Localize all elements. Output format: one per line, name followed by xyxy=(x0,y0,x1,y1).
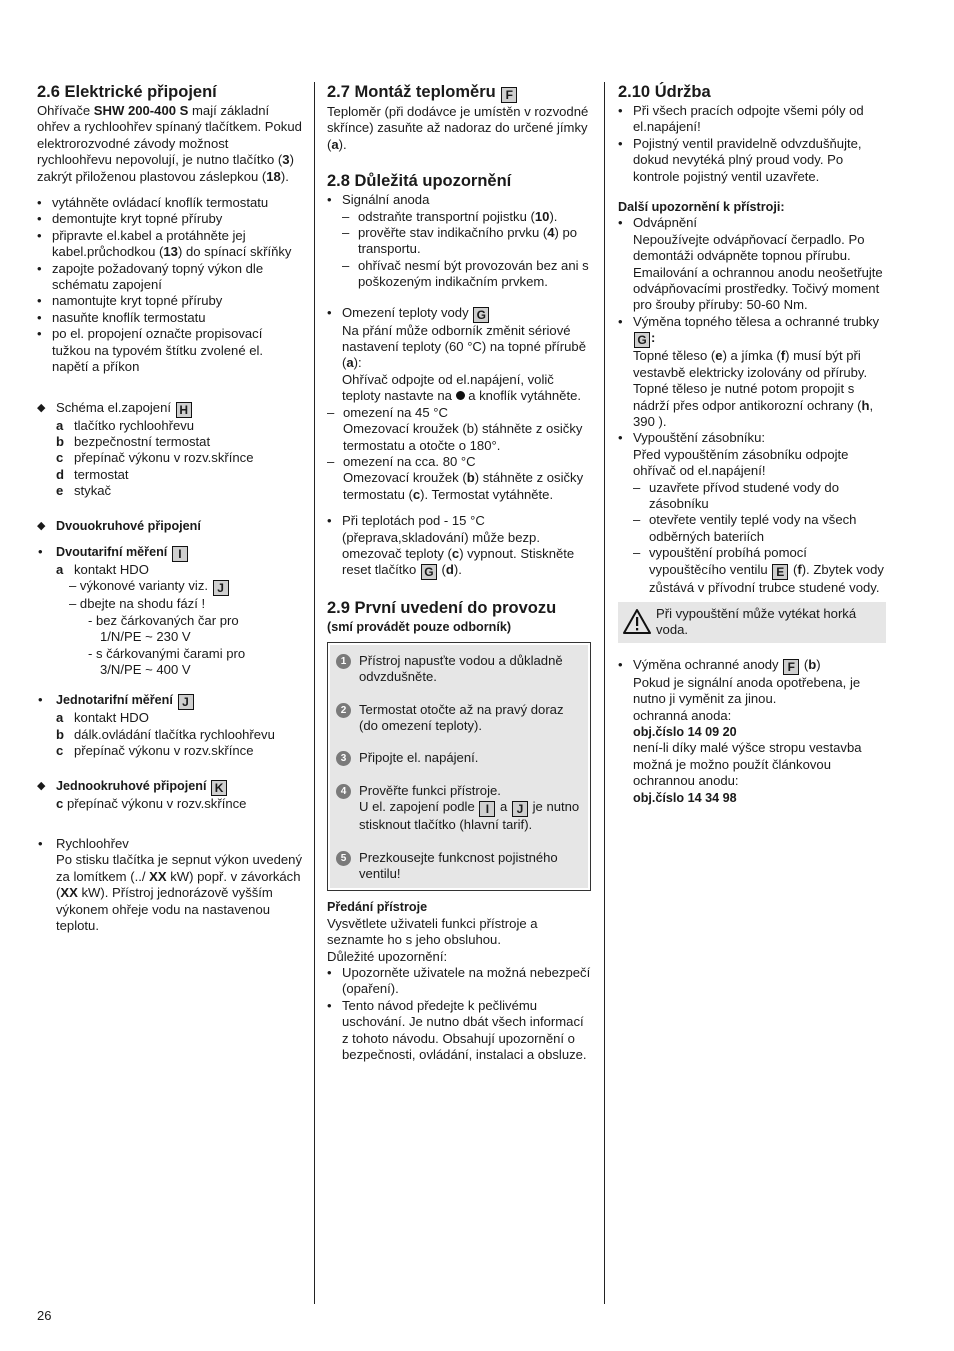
handover-title: Předání přístroje xyxy=(327,900,428,915)
list-item: • Při všech pracích odpojte všemi póly od el.napájení! xyxy=(618,103,886,136)
page-number: 26 xyxy=(37,1308,52,1323)
dvoutarifni-section xyxy=(37,544,303,678)
order-number: obj.číslo 14 34 98 xyxy=(633,790,737,805)
intro-text: Ohřívače SHW 200-400 S mají základní ohřev a rychloohřev spínaný tlačítkem. Pokud elektrorozvodné závody možnost rychloohřevu nepovolují, je nutno tlačítko (3) zakrýt přiloženou plastovou záslepkou (18). xyxy=(37,103,302,184)
column-divider-1 xyxy=(314,82,315,1304)
step-item: 3 Připojte el. napájení. xyxy=(336,750,582,766)
thermometer-text: Teploměr (při dodávce je umístěn v rozvodné skřínce) zasuňte až nadoraz do určené jímky (a). xyxy=(327,104,589,152)
sub-note: 1/N/PE ~ 230 V xyxy=(100,629,191,645)
hot-water-warning xyxy=(618,602,886,643)
column-3 xyxy=(618,82,886,806)
limit-options-list xyxy=(327,405,591,503)
list-item: • zapojte požadovaný topný výkon dle schématu zapojení xyxy=(37,261,303,294)
section-subtitle: (smí provádět pouze odborník) xyxy=(327,620,512,635)
step-item: 4 Prověřte funkci přístroje. U el. zapojení podle I a J je nutno stisknout tlačítko (hlavní tarif). xyxy=(336,783,582,834)
list-item: • namontujte kryt topné příruby xyxy=(37,293,303,309)
figure-ref-i: I xyxy=(479,801,495,817)
schema-label: Schéma el.zapojení xyxy=(56,399,172,415)
step-item: 2 Termostat otočte až na pravý doraz (do omezení teploty). xyxy=(336,702,582,735)
anode-list xyxy=(618,657,886,806)
section-title-2-8: 2.8 Důležitá upozornění xyxy=(327,172,512,191)
list-item: – omezení na 45 °C Omezovací kroužek (b) stáhněte z osičky termostatu a otočte o 180°. xyxy=(327,405,591,454)
sub-note: – dbejte na shodu fází ! xyxy=(69,596,206,612)
maintenance-list xyxy=(618,103,886,185)
figure-ref-g: G xyxy=(421,564,437,580)
temp-limit-list xyxy=(327,305,591,405)
handover-list xyxy=(327,965,591,1063)
sub-note: 3/N/PE ~ 400 V xyxy=(100,661,191,677)
list-item: • Výměna topného tělesa a ochranné trubky G : Topné těleso (e) a jímka (f) musí být při vestavbě elektricky izolovány od příruby. Topné těleso je nutné potom propojit s nádrží přes odpor antikorozní ochrany (h, 390 ). xyxy=(618,314,886,430)
list-item: • Pojistný ventil pravidelně odvzdušňujte, dokud nevytéká plný proud vody. Po kontrole pojistný ventil uzavřete. xyxy=(618,136,886,185)
sub-note: - s čárkovanými čarami pro xyxy=(88,645,246,661)
list-item: • připravte el.kabel a protáhněte jej kabel.průchodkou (13) do spínací skříňky xyxy=(37,228,303,261)
list-item: – vypouštění probíhá pomocí vypouštěcího ventilu E (f). Zbytek vody zůstává v přívodní trubce studené vody. xyxy=(633,545,886,596)
legend-row: b bezpečnostní termostat xyxy=(56,433,211,449)
figure-ref-g: G xyxy=(634,332,650,348)
legend-row: d termostat xyxy=(56,466,129,482)
further-notes-title: Další upozornění k přístroji: xyxy=(618,200,785,215)
figure-ref-j: J xyxy=(213,580,229,596)
column-divider-2 xyxy=(604,82,605,1304)
jednookruhove-label: Jednookruhové připojení xyxy=(56,778,207,793)
list-item: • Odvápnění Nepoužívejte odvápňovací čerpadlo. Po demontáži odvápněte topnou přírubu. Emailování a ochrannou anodu neošetřujte odvápňovacími prostředky. Točivý moment pro šrouby příruby: 50-60 Nm. xyxy=(618,215,886,313)
jednotarifni-label: Jednotarifní měření xyxy=(56,693,173,708)
list-item: • Vypouštění zásobníku: Před vypouštěním zásobníku odpojte ohřívač od el.napájení! – uzavřete přívod studené vody do zásobníku – otevřete ventily teplé vody na všech odběrných bateriích – vypouštění probíhá pomocí vypouštěcího ventilu E (f). Zbytek vody zůstává v přívodní trubce studené vody. xyxy=(618,430,886,596)
list-item: • vytáhněte ovládací knoflík termostatu xyxy=(37,195,303,211)
figure-ref-j: J xyxy=(178,694,194,710)
list-item: • demontujte kryt topné příruby xyxy=(37,211,303,227)
warnings-list xyxy=(327,192,591,290)
list-item: – otevřete ventily teplé vody na všech odběrných bateriích xyxy=(633,512,886,545)
list-item: – prověřte stav indikačního prvku (4) po transportu. xyxy=(342,225,591,258)
rychloohrev-section xyxy=(37,836,303,934)
dvouokruhove-heading: ◆ Dvouokruhové připojení xyxy=(37,518,303,534)
schema-section xyxy=(37,400,303,500)
list-item: • po el. propojení označte propisovací tužkou na typovém štítku zvolené el. napětí a příkon xyxy=(37,326,303,375)
legend-row: e stykač xyxy=(56,483,112,499)
first-start-steps-box xyxy=(327,642,591,892)
list-item: • Upozorněte uživatele na možná nebezpečí (opaření). xyxy=(327,965,591,998)
figure-ref-e: E xyxy=(772,564,788,580)
figure-ref-j: J xyxy=(512,801,528,817)
legend-row: c přepínač výkonu v rozv.skřínce xyxy=(56,450,254,466)
column-1 xyxy=(37,82,303,934)
step-item: 5 Prezkousejte funkcnost pojistného ventilu! xyxy=(336,850,582,883)
list-item: • Při teplotách pod - 15 °C (přeprava,skladování) může bezp. omezovač teploty (c) vypnout. Stiskněte reset tlačítko G (d). xyxy=(327,513,591,580)
order-number: obj.číslo 14 09 20 xyxy=(633,725,737,739)
column-2 xyxy=(327,82,591,1063)
rychloohrev-label: • Rychloohřev xyxy=(56,836,129,851)
install-steps-list xyxy=(37,195,303,375)
list-item: • Tento návod předejte k pečlivému uschování. Je nutno dbát všech informací z tohoto návodu. Obsahují upozornění o bezpečnosti, ovládání, instalaci a obsluze. xyxy=(327,998,591,1064)
figure-ref-f: F xyxy=(783,659,799,675)
further-notes-list xyxy=(618,215,886,596)
dvoutarifni-label: Dvoutarifní měření xyxy=(56,544,168,559)
legend-row: a tlačítko rychloohřevu xyxy=(56,417,195,433)
jednotarifni-section xyxy=(37,692,303,759)
sub-note: – výkonové varianty viz. J xyxy=(56,578,303,596)
warning-triangle-icon xyxy=(622,608,652,635)
figure-ref-i: I xyxy=(172,546,188,562)
handover-text: Vysvětlete uživateli funkci přístroje a seznamte ho s jeho obsluhou. xyxy=(327,915,538,948)
step-item: 1 Přístroj napusťte vodou a důkladně odvzdušněte. xyxy=(336,653,582,686)
dot-symbol-icon xyxy=(456,391,465,400)
list-item: – omezení na cca. 80 °C Omezovací kroužek (b) stáhněte z osičky termostatu (c). Termostat vytáhněte. xyxy=(327,454,591,503)
list-item: – ohřívač nesmí být provozován bez ani s poškozeným indikačním prvkem. xyxy=(342,258,591,291)
list-item: – uzavřete přívod studené vody do zásobníku xyxy=(633,480,886,513)
figure-ref-g: G xyxy=(473,307,489,323)
list-item: • Omezení teploty vody G Na přání může odborník změnit sériové nastavení teploty (60 °C) na topné přírubě (a): Ohřívač odpojte od el.napájení, volič teploty nastavte na a knoflík vytáhněte. xyxy=(327,305,591,405)
important-label: Důležité upozornění: xyxy=(327,948,448,964)
figure-ref-k: K xyxy=(211,780,227,796)
sub-note: - bez čárkovaných čar pro xyxy=(88,612,239,628)
section-title-2-9: 2.9 První uvedení do provozu xyxy=(327,599,557,618)
rychloohrev-text: Po stisku tlačítka je sepnut výkon uvedený za lomítkem (../ XX kW) popř. v závorkách (XX kW). Přístroj jednorázově vyšším výkonem ohřeje vodu na nastavenou teplotu. xyxy=(56,852,303,934)
section-title-2-7: 2.7 Montáž teploměru F xyxy=(327,82,591,103)
legend-row: a kontakt HDO xyxy=(56,561,149,577)
list-item: • nasuňte knoflík termostatu xyxy=(37,310,303,326)
section-title-2-6: 2.6 Elektrické připojení xyxy=(37,83,217,101)
legend-row: c přepínač výkonu v rozv.skřínce xyxy=(56,795,247,811)
list-item: • Výměna ochranné anody F (b) Pokud je signální anoda opotřebena, je nutno ji vyměnit za jinou. ochranná anoda: obj.číslo 14 09 20 není-li díky malé výšce stropu vestavba možná je možno použít článkovou ochrannou anodu: obj.číslo 14 34 98 xyxy=(618,657,886,806)
low-temp-list xyxy=(327,513,591,580)
section-title-2-10: 2.10 Údržba xyxy=(618,83,711,101)
list-item: – odstraňte transportní pojistku (10). xyxy=(342,209,591,225)
figure-ref-h: H xyxy=(176,402,192,418)
jednookruhove-section xyxy=(37,778,303,812)
figure-ref-f: F xyxy=(501,87,517,103)
legend-row: b dálk.ovládání tlačítka rychloohřevu xyxy=(56,726,275,742)
list-item: • Signální anoda – odstraňte transportní pojistku (10). – prověřte stav indikačního prvku (4) po transportu. – ohřívač nesmí být provozován bez ani s poškozeným indikačním prvkem. xyxy=(327,192,591,290)
legend-row: a kontakt HDO xyxy=(56,710,149,726)
warning-text: Při vypouštění může vytékat horká voda. xyxy=(656,605,857,638)
legend-row: c přepínač výkonu v rozv.skřínce xyxy=(56,743,254,759)
